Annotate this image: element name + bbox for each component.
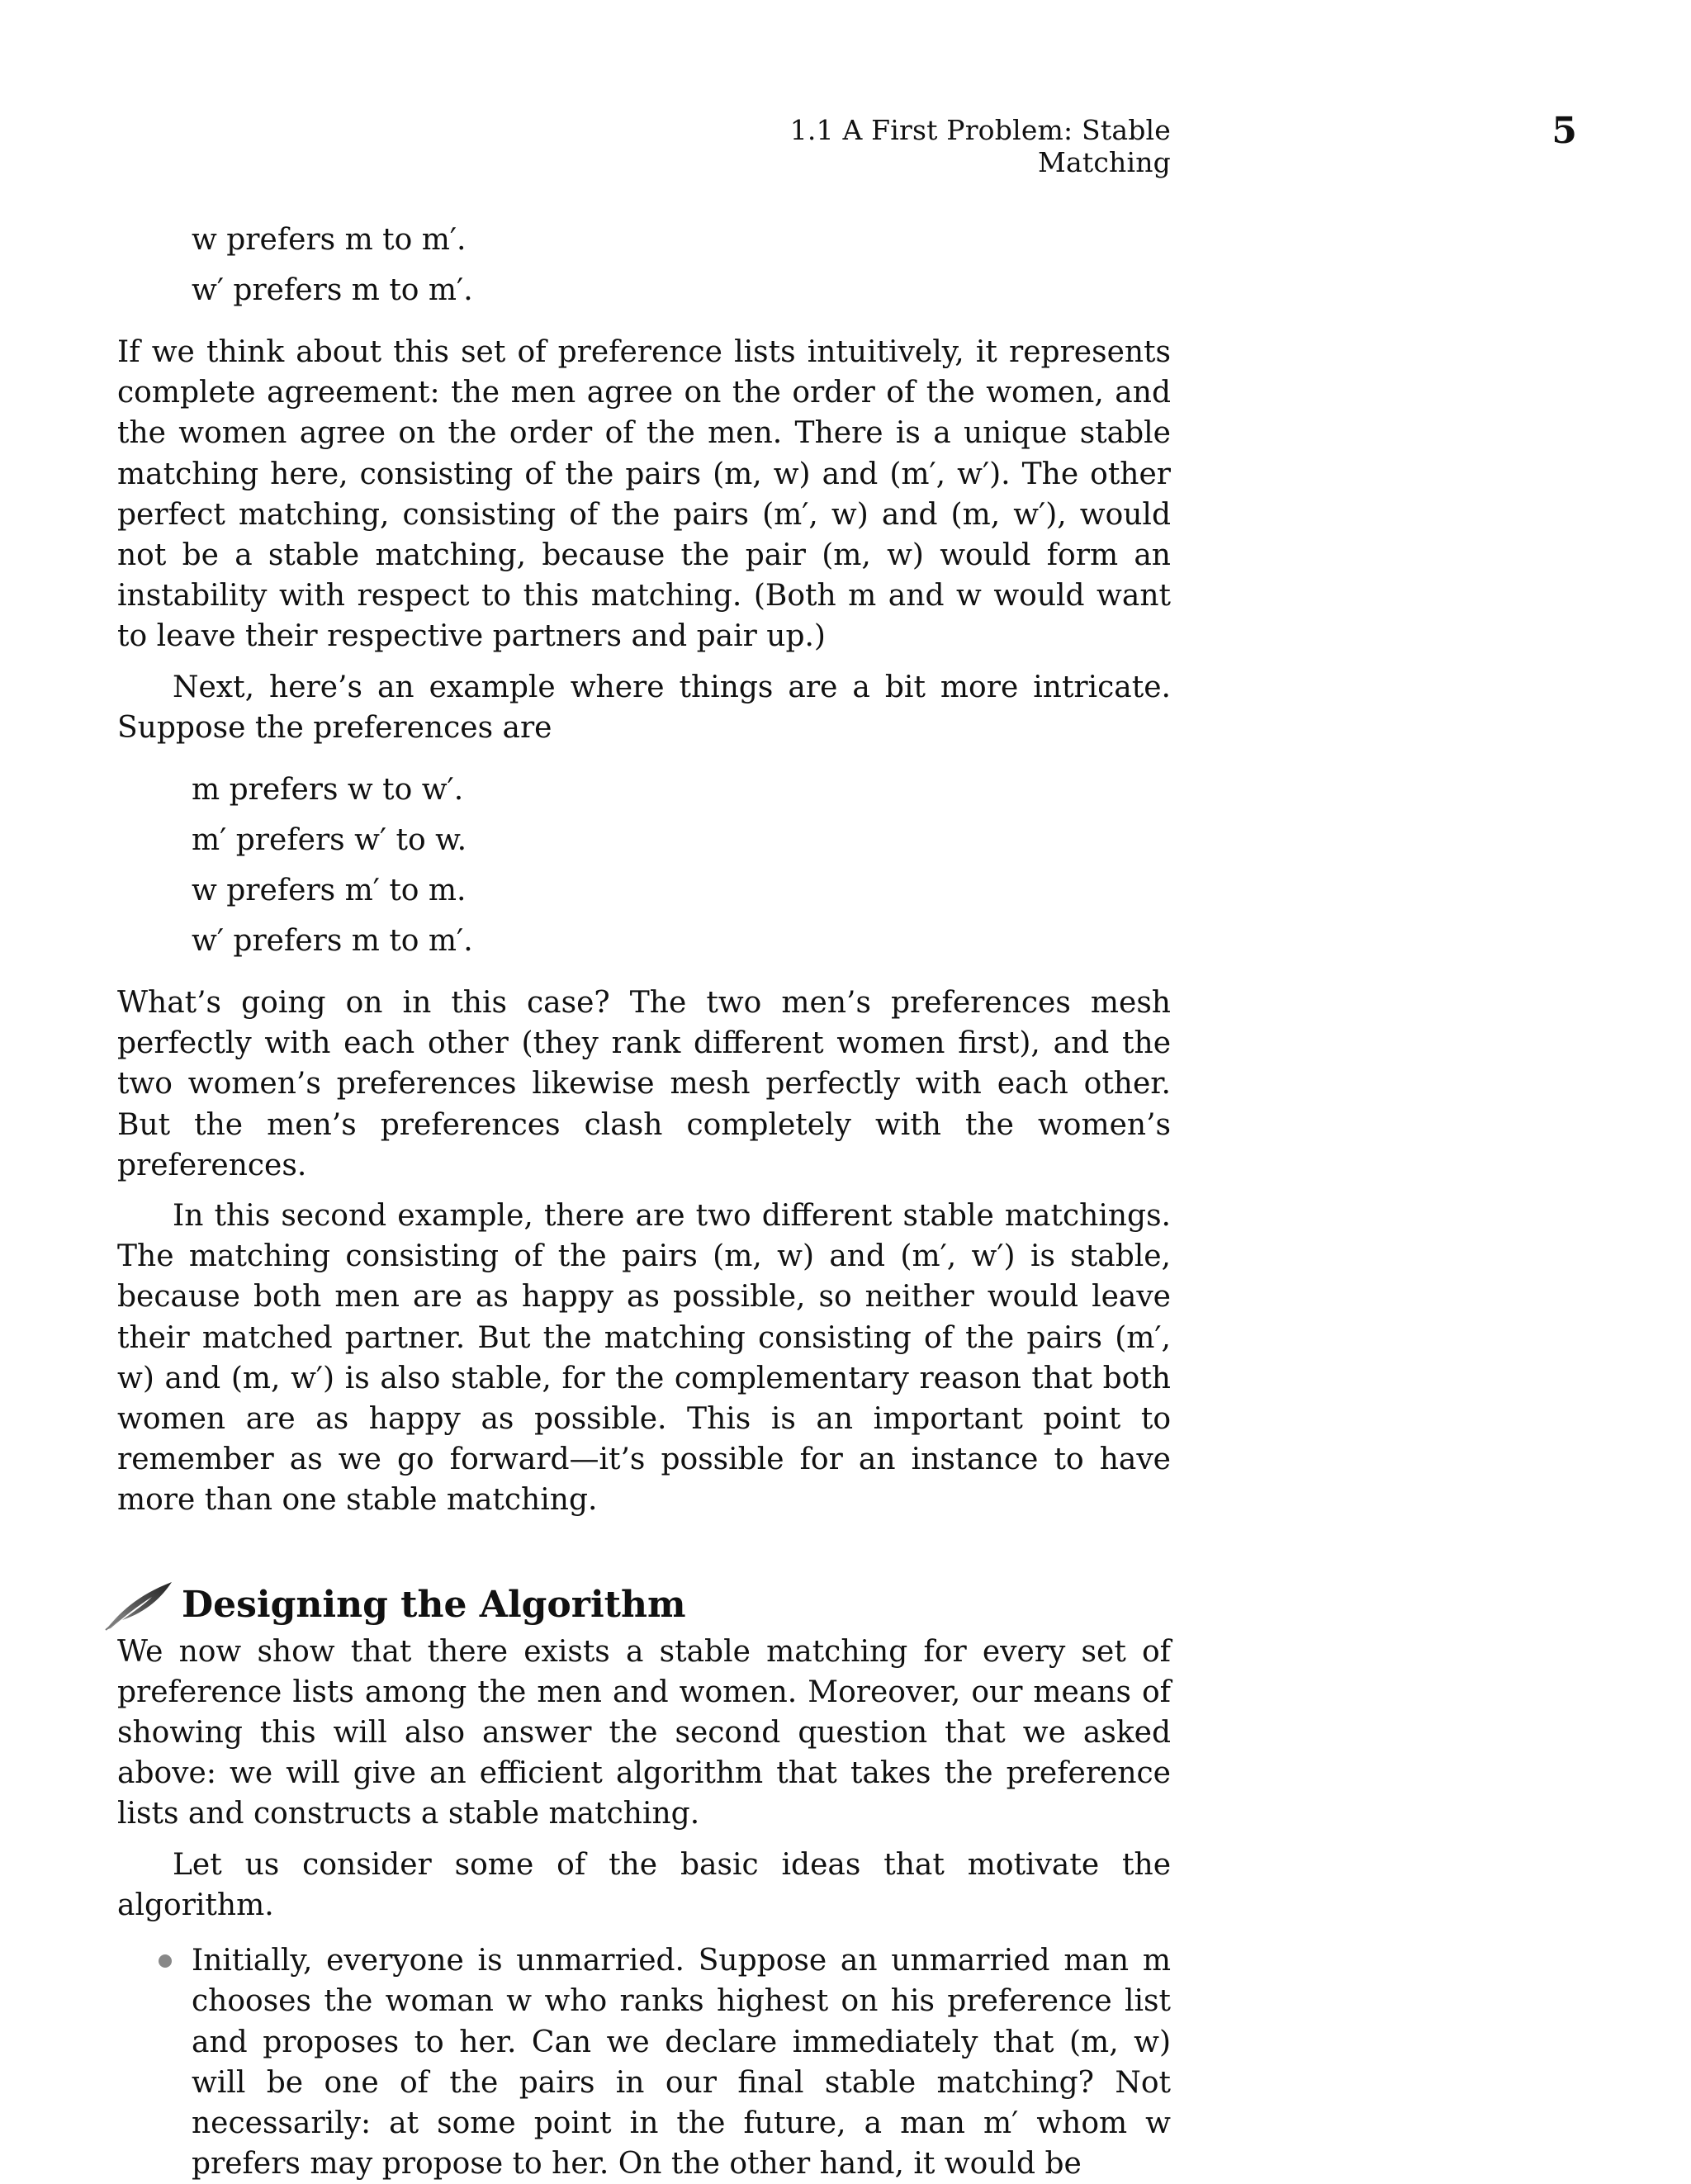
- preference-list-2: [192, 765, 1171, 966]
- bullet-dot-icon: [159, 1954, 172, 1968]
- paragraph-intricate-example: Next, here’s an example where things are a bit more intricate. Suppose the preferences are: [117, 670, 1171, 745]
- preference-item: w′ prefers m to m′.: [192, 924, 473, 959]
- running-head: 1.1 A First Problem: Stable Matching: [789, 114, 1171, 178]
- bullet-list: [117, 1940, 1171, 2184]
- paragraph-mesh-preferences: What’s going on in this case? The two men’s preferences mesh perfectly with each other (they rank different women first), and the two women’s preferences likewise mesh perfectly with each other. But the men’s preferences clash completely with the women’s preferences.: [117, 986, 1171, 1182]
- preference-item: m prefers w to w′.: [192, 773, 464, 808]
- preference-item: w′ prefers m to m′.: [192, 273, 473, 307]
- paragraph-two-stable-matchings: In this second example, there are two different stable matchings. The matching consisting of the pairs (m, w) and (m′, w′) is stable, because both men are as happy as possible, so neither would leave their matched partner. But the matching consisting of the pairs (m′, w) and (m, w′) is also stable, for the complementary reason that both women are as happy as possible. This is an important point to remember as we go forward—it’s possible for an instance to have more than one stable matching.: [117, 1199, 1171, 1518]
- preference-item: m′ prefers w′ to w.: [192, 823, 467, 858]
- paragraph-complete-agreement: If we think about this set of preference lists intuitively, it represents complete agreement: the men agree on the order of the women, and the women agree on the order of the men. There is a unique stable matching here, consisting of the pairs (m, w) and (m′, w′). The other perfect matching, consisting of the pairs (m′, w) and (m, w′), would not be a stable matching, because the pair (m, w) would form an instability with respect to this matching. (Both m and w would want to leave their respective partners and pair up.): [117, 335, 1171, 654]
- preference-item: w prefers m to m′.: [192, 223, 467, 257]
- section-title: Designing the Algorithm: [182, 1583, 686, 1626]
- paragraph-existence: We now show that there exists a stable matching for every set of preference lists among the men and women. Moreover, our means of showing this will also answer the second question that we asked above: we will give an efficient algorithm that takes the preference lists and constructs a stable matching.: [117, 1634, 1171, 1831]
- bullet-text: Initially, everyone is unmarried. Suppose an unmarried man m chooses the woman w who ranks highest on his preference list and proposes to her. Can we declare immediately that (m, w) will be one of the pairs in our final stable matching? Not necessarily: at some point in the future, a man m′ whom w prefers may propose to her. On the other hand, it would be: [192, 1944, 1171, 2182]
- quill-pen-icon: [101, 1575, 175, 1635]
- page-number: 5: [1551, 110, 1577, 152]
- paragraph-basic-ideas: Let us consider some of the basic ideas that motivate the algorithm.: [117, 1847, 1171, 1922]
- section-heading: [117, 1579, 1171, 1632]
- preference-list-1: [192, 215, 1171, 315]
- list-item: [117, 1940, 1171, 2184]
- page-body: [117, 215, 1171, 2184]
- preference-item: w prefers m′ to m.: [192, 874, 467, 908]
